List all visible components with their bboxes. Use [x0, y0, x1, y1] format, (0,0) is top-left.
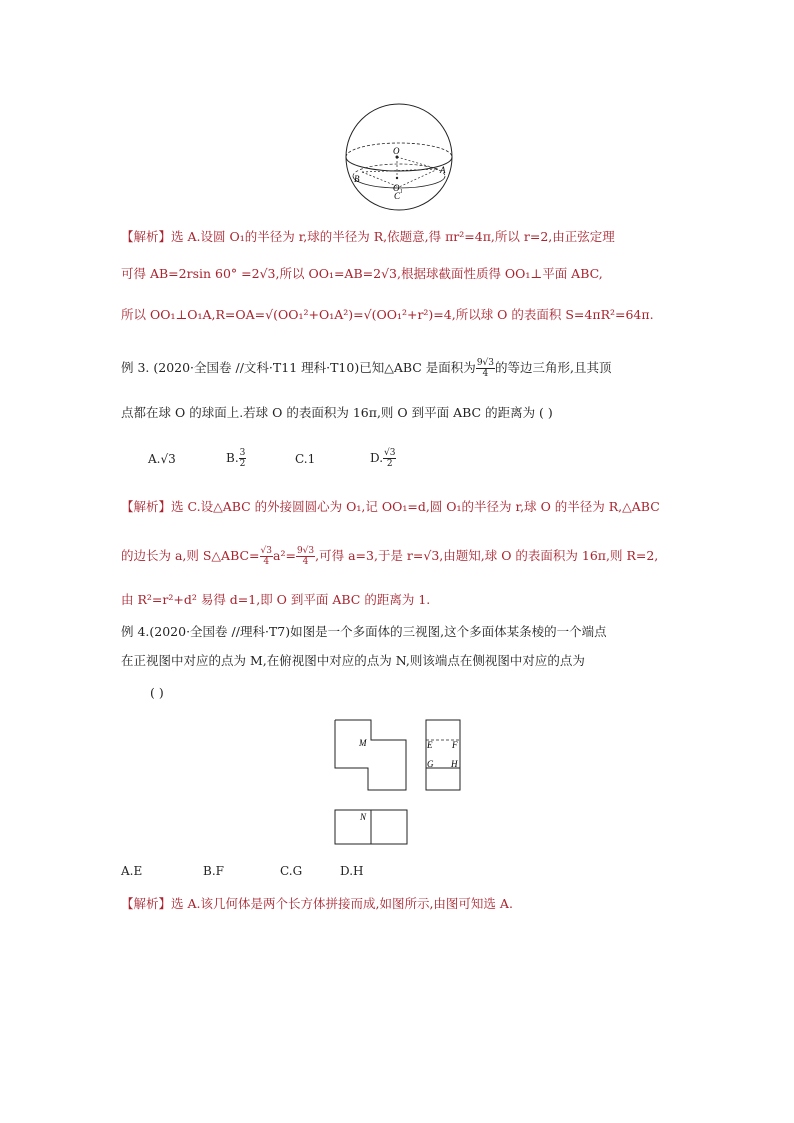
sol4-line-1 — [121, 895, 513, 913]
ex3-fraction: $\frac{9√3}{4}$ — [476, 358, 494, 379]
front-view — [335, 720, 406, 790]
label-o: O — [393, 146, 400, 156]
ex4-line-3 — [150, 684, 164, 702]
ex3-option-c: C.1 — [295, 452, 316, 466]
ex4-line-1 — [121, 623, 607, 641]
sol1-tag: 【解析】 — [121, 229, 172, 244]
sol3-text-1: 选 C.设△ABC 的外接圆圆心为 O₁,记 OO₁=d,圆 O₁的半径为 r,球 O 的半径为 R,△ABC — [171, 499, 660, 514]
sol4-text-1: 选 A.该几何体是两个长方体拼接而成,如图所示,由图可知选 A. — [171, 896, 513, 911]
label-g: G — [427, 759, 434, 769]
ex3-option-a: A.√3 — [148, 452, 176, 466]
label-a: A — [440, 165, 446, 175]
sol1-text-2: 可得 AB=2rsin 60° =2√3,所以 OO₁=AB=2√3,根据球截面性质得 OO₁⊥平面 ABC, — [121, 266, 603, 281]
ex4-option-d: D.H — [340, 864, 364, 878]
three-view-figure — [330, 716, 466, 846]
ex4-line-2 — [121, 652, 585, 670]
ex3-line-1 — [121, 358, 611, 379]
label-o1: O₁ — [393, 183, 403, 193]
sol1-text-1: 选 A.设圆 O₁的半径为 r,球的半径为 R,依题意,得 πr²=4π,所以 r=2,由正弦定理 — [171, 229, 615, 244]
label-e: E — [427, 740, 433, 750]
label-n: N — [360, 812, 367, 822]
ex3-option-b: B. $\frac{3}{2}$ — [226, 448, 246, 469]
sol3-line-2: 的边长为 a,则 S△ABC= $\frac{√3}{4}$ a²= $\frac{9√3}{4}$ ,可得 a=3,于是 r=√3,由题知,球 O 的表面积为 16π,则 R=2, — [121, 546, 659, 567]
label-c: C — [394, 191, 401, 201]
ex4-option-a: A.E — [121, 864, 143, 878]
ex3-text-1b: 的等边三角形,且其顶 — [495, 360, 612, 375]
side-view — [426, 720, 460, 790]
ex4-option-b: B.F — [203, 864, 224, 878]
sol1-line-3 — [121, 306, 654, 324]
label-h: H — [451, 759, 458, 769]
ex3-text-2: 点都在球 O 的球面上.若球 O 的表面积为 16π,则 O 到平面 ABC 的距离为 ( ) — [121, 405, 553, 420]
ex4-option-c: C.G — [280, 864, 303, 878]
sol1-line-2 — [121, 265, 603, 283]
ex4-text-3: ( ) — [150, 685, 164, 700]
label-b: B — [354, 174, 360, 184]
sol3-line-1 — [121, 498, 660, 516]
sol1-line-1 — [121, 228, 615, 246]
sol3-tag: 【解析】 — [121, 499, 172, 514]
ex3-option-d: D. $\frac{√3}{2}$ — [370, 448, 396, 469]
label-f: F — [452, 740, 458, 750]
sphere-figure — [335, 100, 463, 212]
ex4-text-2: 在正视图中对应的点为 M,在俯视图中对应的点为 N,则该端点在侧视图中对应的点为 — [121, 653, 585, 668]
ex4-text-1: 例 4.(2020·全国卷 //理科·T7)如图是一个多面体的三视图,这个多面体某条棱的一个端点 — [121, 624, 607, 639]
sol3-text-3: 由 R²=r²+d² 易得 d=1,即 O 到平面 ABC 的距离为 1. — [121, 592, 431, 607]
ex3-text-1a: 例 3. (2020·全国卷 //文科·T11 理科·T10)已知△ABC 是面积为 — [121, 360, 476, 375]
label-m: M — [359, 738, 367, 748]
sol3-line-3 — [121, 591, 430, 609]
ex3-line-2 — [121, 404, 553, 422]
sol4-tag: 【解析】 — [121, 896, 172, 911]
sol1-text-3: 所以 OO₁⊥O₁A,R=OA=√(OO₁²+O₁A²)=√(OO₁²+r²)=4,所以球 O 的表面积 S=4πR²=64π. — [121, 307, 654, 322]
